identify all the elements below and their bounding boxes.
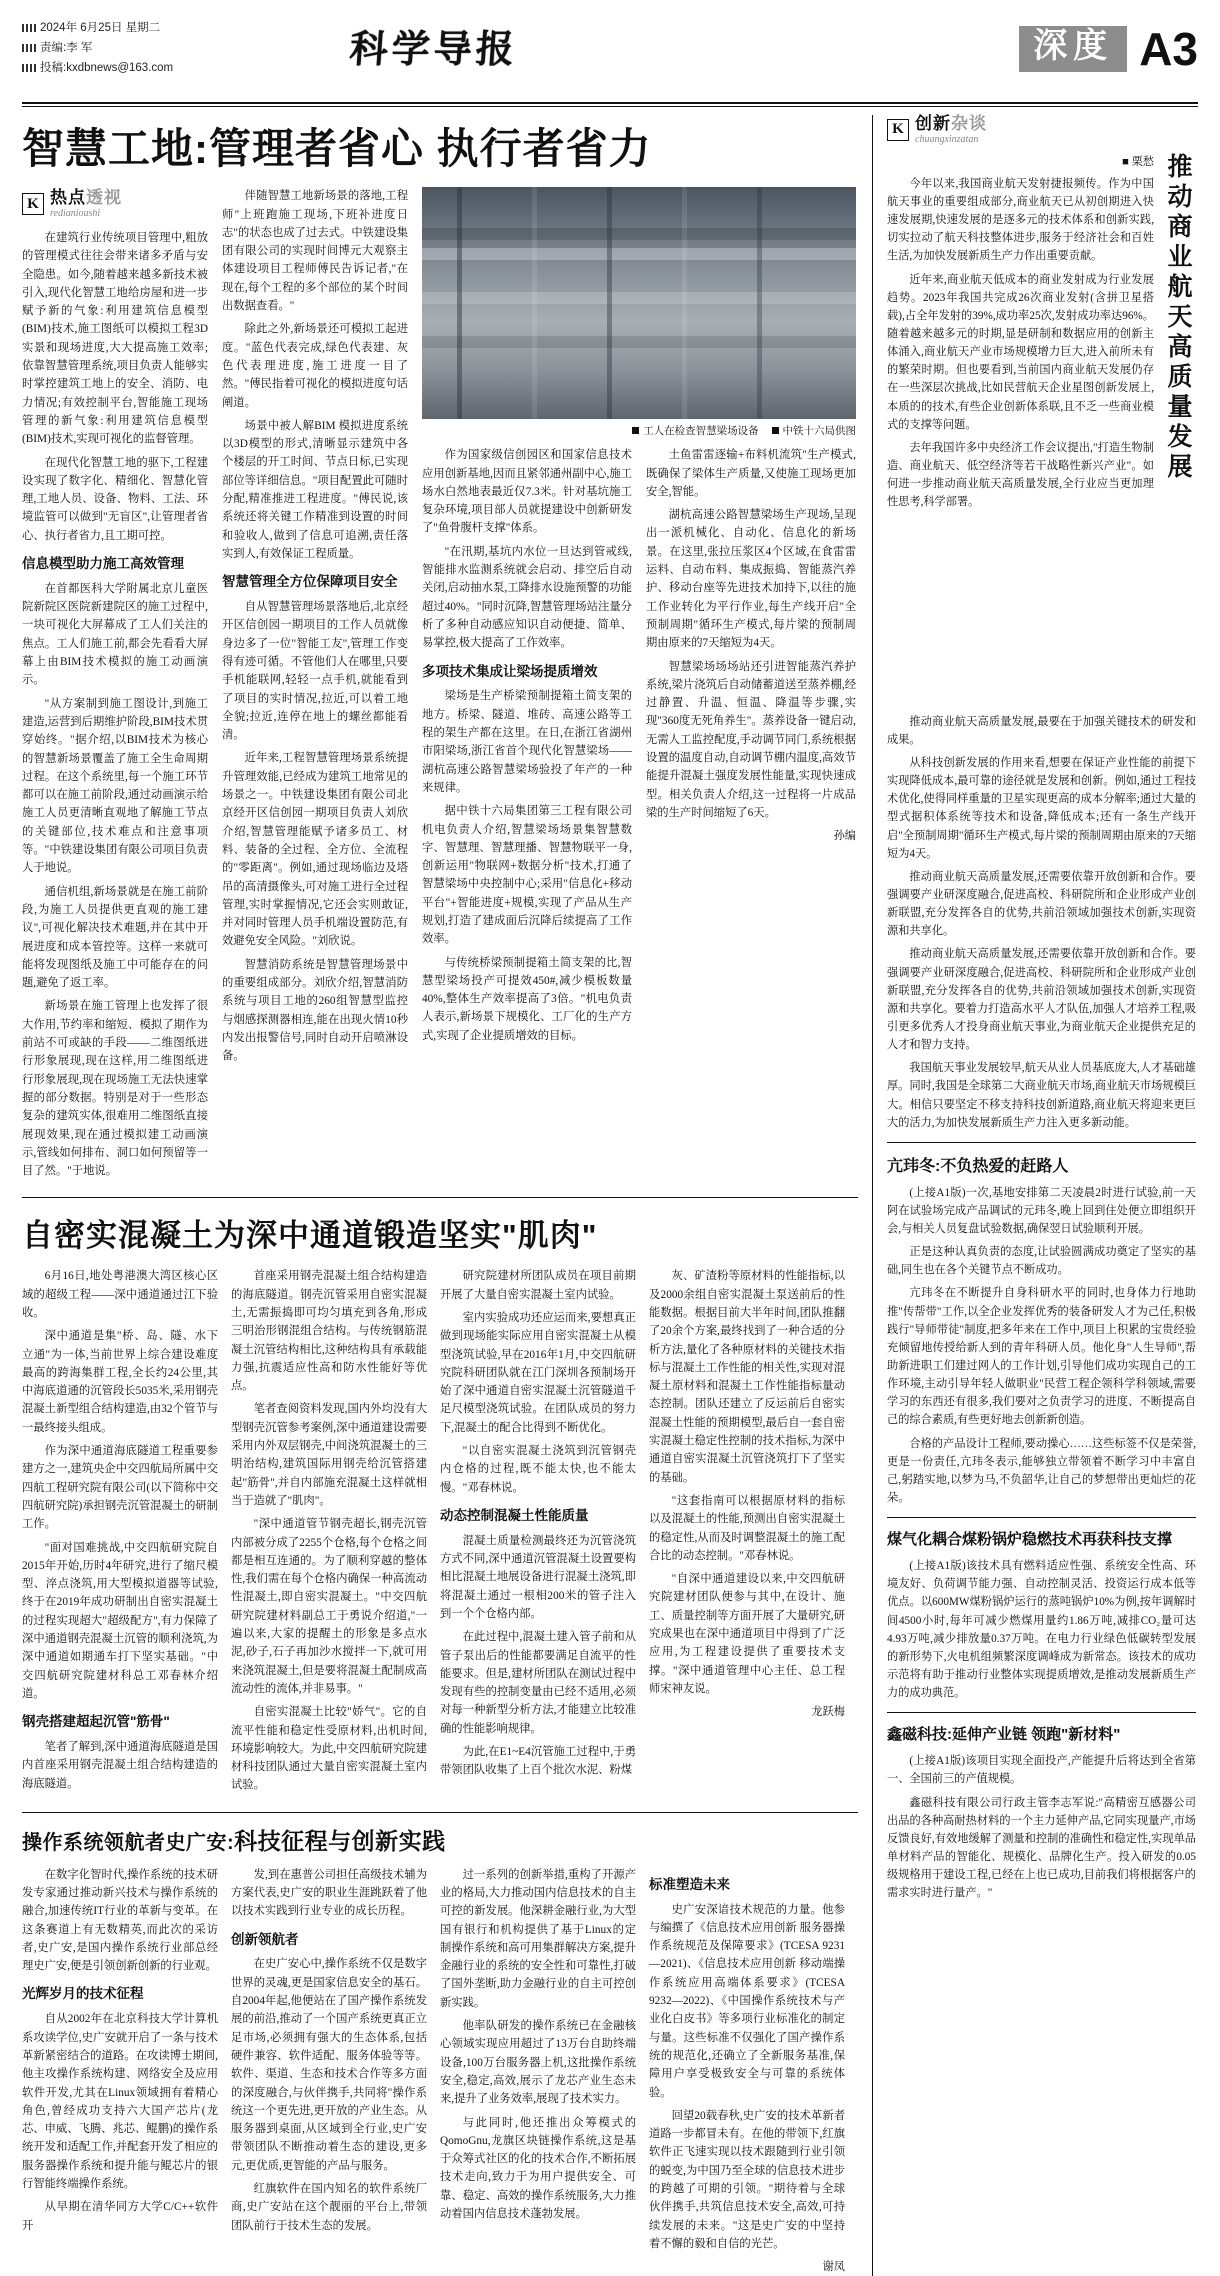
paragraph: 发,到在惠普公司担任高级技术辅为方案代表,史广安的职业生涯跳跃着了他以技术实践到行业专业的成长历程。 — [231, 1868, 427, 1918]
article3-signature: 谢凤 — [822, 2261, 845, 2274]
sidebar-lead-body — [887, 153, 1154, 713]
article1-photo-box — [422, 187, 856, 438]
masthead-title-block — [322, 18, 868, 73]
paragraph: (上接A1版)该技术具有燃料适应性强、系统安全性高、环境友好、负荷调节能力强、自动控制灵活、投资运行成本低等优点。以600MW煤粉锅炉运行的蒸吨锅炉10%为例,按年调解时间4500小时,每年可减少燃煤用量约1.86万吨,减排CO₂量可达4.93万吨,减少排放量0.37万吨。在电力行业绿色低碳转型发展的新形势下,火电机组频繁深度调峰成为新常态。该技术的成功示范将有助于推动行业整体实现提质增效,是推动发展新质生产力的成功典范。 — [887, 1560, 1196, 1700]
article2-signature: 龙跃梅 — [811, 1706, 845, 1719]
article1-col3 — [422, 446, 632, 1050]
paragraph: 史广安深谙技术规范的力量。他参与编撰了《信息技术应用创新 服务器操作系统规范及保障要求》(TCESA 9231—2021)、《信息技术应用创新 移动端操作系统应用高端体系要求》(TCESA 9232—2022)、《中国操作系统技术与产业化白皮书》等多项行业标准化的制定与量。这些标准不仅强化了国产操作系统的规范化,还确立了全新服务基准,保障用户享受极致安全与可靠的系统体验。 — [649, 1903, 845, 2099]
article3-sub3: 标准塑造未来 — [649, 1876, 730, 1892]
paragraph: 今年以来,我国商业航天发射捷报频传。作为中国航天事业的重要组成部分,商业航天已从初创期进入快速发展期,快速发展的是逐多元的技术体系和创新实践,切实拉动了航天科技整体进步,服务于经济社会和百姓生活,为加快发展新质生产力作出重要贡献。 — [887, 177, 1154, 263]
news3-body — [887, 1752, 1196, 1902]
sidebar-news-2 — [887, 1528, 1196, 1702]
section-label-text — [50, 189, 122, 219]
news2-body — [887, 1557, 1196, 1702]
paragraph: 从早期在清华同方大学C/C++软件开 — [22, 2201, 218, 2232]
paragraph: "从方案制到施工图设计,到施工建造,运营到后期维护阶段,BIM技术贯穿始终。"据介绍,以BIM技术为核心的智慧新场景覆盖了施工全生命周期过程。在这个系统里,每一个施工环节都可以在施工前阶段,通过动画演示给施工人员更清晰直观地了解施工节点的关键部位,技术难点和注意事项等。"中铁建设集团有限公司项目负责人于地说。 — [22, 697, 208, 875]
paragraph: 自从智慧管理场景落地后,北京经开区信创园一期项目的工作人员就像身边多了一位"智能工友",管理工作变得有迹可循。不管他们人在哪里,只要手机能联网,轻轻一点手机,就能看到了项目的实时情况,拉近,可以着工地全貌;拉近,连停在地上的螺丝都能看清。 — [222, 601, 408, 742]
paper-name: 科学导报 — [348, 29, 520, 71]
sidebar-news-1 — [887, 1153, 1196, 1507]
innovation-label-pinyin: chuangxinzatan — [915, 133, 979, 145]
paragraph: 正是这种认真负责的态度,让试验圆满成功奠定了坚实的基础,同生也在各个关键节点不断成功。 — [887, 1246, 1196, 1277]
paragraph: 智慧消防系统是智慧管理场景中的重要组成部分。刘欣介绍,智慧消防系统与项目工地的260组智慧型监控与烟感探测器相连,能在出现火情10秒内发出报警信号,同时自动开启喷淋设备。 — [222, 958, 408, 1063]
article3-headline — [22, 1823, 858, 1856]
section-label-pinyin: redianioushi — [50, 207, 101, 219]
sidebar-byline: ■ 栗愁 — [1122, 155, 1154, 168]
caption-square-icon — [632, 427, 639, 434]
paragraph: 近年来,工程智慧管理场景系统提升管理效能,已经成为建筑工地常见的场景之一。中铁建设集团有限公司北京经开区信创园一期项目负责人刘欣介绍,智慧管理能赋予诸多员工、材料、装备的全过程、全方位、全流程的"零距离"。例如,通过现场临边及塔吊的高清摄像头,可对施工进行全过程管理,实时掌握情况,它还会实则敢证,并对同时管理人员手机端设置防范,有效避免安全风险。"刘欣说。 — [222, 752, 408, 948]
k-logo-icon: K — [22, 193, 44, 215]
paragraph: 在建筑行业传统项目管理中,粗放的管理模式往往会带来诸多矛盾与安全隐患。如今,随着越来越多新技术被引入,现代化智慧工地给房屋和进一步赋予新的气象:利用建筑信息模型(BIM)技术,施工图纸可以模拟工程3D实景和现场进度,大大提高施工效率;依靠智慧管理系统,项目负责人能够实时掌控建筑工地上的安全、消防、电力情况;有效控制平台,智能施工现场管理的新气象:利用建筑信息模型(BIM)技术,实现可视化的监督管理。 — [22, 231, 208, 446]
paragraph: 去年我国许多中央经济工作会议提出,"打造生物制造、商业航天、低空经济等若干战略性新兴产业"。如何进一步推动商业航天高质量发展,全行业应当更加理性思考,科学部署。 — [887, 441, 1154, 509]
paragraph: 鑫磁科技有限公司行政主管李志军说:"高精密互感器公司出品的各种高耐热材料的一个主力延伸产品,它同实现量产,市场反馈良好,有效地缓解了测量和控制的准确性和稳定性,实现单品单材料产品的智能化、规模化、品牌化生产。投入研发的0.05级规格用于建设工程,已经在上也已成功,目前我们将根据客户的需求实时进行量产。" — [887, 1796, 1196, 1900]
paragraph: 过一系列的创新举措,重构了开源产业的格局,大力推动国内信息技术的自主可控的新发展。他深耕金融行业,为大型国有银行和机构提供了基于Linux的定制操作系统和高可用集群解决方案,提升金融行业的系统的安全性和可靠性,打破了国外垄断,助力金融行业的自主可控创新实践。 — [440, 1868, 636, 2009]
paragraph: 研究院建材所团队成员在项目前期开展了大量自密实混凝土室内试验。 — [440, 1270, 636, 1301]
article2-headline: 自密实混凝土为深中通道锻造坚实"肌肉" — [22, 1218, 598, 1254]
decor-bar-icon — [22, 24, 36, 32]
paragraph: 在现代化智慧工地的驱下,工程建设实现了数字化、精细化、智慧化管理,工地人员、设备、物料、工法、环境监管可以做到"无盲区",让管理者省心、执行者省力,且工期可控。 — [22, 456, 208, 542]
article3-sub2: 创新领航者 — [231, 1931, 299, 1947]
sidebar-vertical-title: 推动商业航天高质量发展 — [1164, 152, 1192, 483]
paragraph: 深中通道是集"桥、岛、隧、水下立通"为一体,当前世界上综合建设难度最高的跨海集群工程,全长约24公里,其中海底道通的沉管段长5035米,采用钢壳混凝土新型组合结构建造,由32个管节与一最终接头组成。 — [22, 1330, 218, 1434]
paragraph: 除此之外,新场景还可模拟工起进度。"蓝色代表完成,绿色代表建、灰色代表理进度,施工进度一目了然。"傅民指着可视化的模拟进度句话阐道。 — [222, 323, 408, 409]
page-body — [22, 115, 1198, 2276]
paragraph: 他率队研发的操作系统已在金融核心领域实现应用超过了13万台自助终端设备,100万台服务器上机,这批操作系统安全,稳定,高效,展示了龙芯产业生态未来,提升了业务效率,展现了技术实力。 — [440, 2020, 636, 2106]
paragraph: 伴随智慧工地新场景的落地,工程师"上班跑施工现场,下班补进度日志"的状态也成了过去式。中铁建设集团有限公司的实现时间博元大观察主体建设项目工程师傅民告诉记者,"在现在,每个工程的多个部位的某个时间出数据查看。" — [222, 190, 408, 313]
paragraph: 土鱼雷雷逐输+布料机流筑"生产模式,既确保了梁体生产质量,又使施工现场更加安全,智能。 — [646, 449, 856, 498]
paragraph: 自密实混凝土比较"娇气"。它的自流平性能和稳定性受原材料,出机时间,环境影响较大。为此,中交四航研究院建材科技团队通过大量自密实混凝土室内试验。 — [231, 1706, 427, 1792]
sidebar-rule-3 — [887, 1712, 1196, 1713]
article3-headline-main: 科技征程与创新实践 — [234, 1827, 446, 1854]
paragraph: 新场景在施工管理上也发挥了很大作用,节约率和缩短、模拟了期作为前站不可或缺的手段——二维图纸进行形象展现,现在这样,用二维图纸进行形象展现,现在现场施工无法快速掌握的部分数据。特别是对于一些形态复杂的建筑实体,很难用二维图纸直接展现效果,现在通过模拟建工动画演示,管线如何排布、洞口如何预留等一目了然。"于地说。 — [22, 1000, 208, 1178]
innovation-label-text — [915, 115, 987, 145]
article1-sub1: 信息模型助力施工高效管理 — [22, 556, 184, 572]
paragraph: (上接A1版)该项目实现全面投产,产能提升后将达到全省第一、全国前三的产值规模。 — [887, 1755, 1196, 1786]
innovation-label — [887, 115, 1196, 145]
paragraph: 湖杭高速公路智慧梁场生产现场,呈现出一派机械化、自动化、信息化的新场景。在这里,张拉压浆区4个区域,在食雷雷运料、自动布料、集成振捣、智能蒸汽养护、移动台座等先进技术加持下,以往的施工作业转化为平行作业,每生产线开启"全预制周期"循环生产模式,每片梁的预制周期由原来的7天缩短为4天。 — [646, 509, 856, 650]
article2-col3 — [440, 1267, 636, 1799]
news1-body — [887, 1184, 1196, 1507]
article1-sub2: 智慧管理全方位保障项目安全 — [222, 574, 398, 590]
article2-bottom-rule — [22, 1812, 858, 1813]
masthead-rule-thick — [22, 102, 1198, 104]
masthead-meta — [22, 18, 322, 78]
issue-date: 2024年 6月25日 星期二 — [40, 22, 161, 34]
paragraph: "以自密实混凝土浇筑到沉管钢壳内仓格的过程,既不能太快,也不能太慢。"邓春林说。 — [440, 1445, 636, 1494]
paragraph: 合格的产品设计工程师,要动操心……这些标签不仅是荣誉,更是一份责任,亢玮冬表示,能够独立带领着不断学习中丰富自己,躬踏实地,以梦为马,不负韶华,让自己的梦想带出更灿烂的花朵。 — [887, 1437, 1196, 1505]
paragraph: 场景中被人解BIM 模拟进度系统以3D模型的形式,清晰显示建筑中各个楼层的开工时间、节点日标,已实现部位等详细信息。"项目配置此可随时分配,精准推进工程进度。"傅民说,该系统还将关键工作精准到设置的时间和验收人,做到了信息可追溯,责任落实到人,有效保证工程质量。 — [222, 419, 408, 560]
article3-col4 — [649, 1866, 845, 2276]
decor-bar-icon — [22, 44, 36, 52]
caption-square-icon — [772, 427, 779, 434]
paragraph: 与传统桥梁预制提箱土简支架的比,智慧型梁场投产可提效450#,减少模板数量 40%,整体生产效率提高了3倍。"机电负责人表示,新场景下规模化、工厂化的生产方式,实现了企业提质增效的目标。 — [422, 956, 632, 1042]
article3-columns — [22, 1866, 858, 2276]
innovation-label-cn: 创新杂谈 — [915, 114, 987, 133]
sidebar-column — [872, 115, 1196, 2276]
article1-headline: 智慧工地:管理者省心 执行者省力 — [22, 125, 652, 172]
article1-col4 — [646, 446, 856, 1050]
paragraph: "深中通道管节钢壳超长,钢壳沉管内部被分成了2255个仓格,每个仓格之间都是相互连通的。为了顺利穿越的整体性,我们需在每个仓格内确保一种高流动性混凝土,即自密实混凝土。"中交四航研究院建材料副总工于勇说介绍道,"一遍以来,大家的提醒土的形象是多点水泥,砂子,石子再加沙水搅拌一下,就可用来浇筑混凝土,但是要将混凝土配制成高流动性的流体,并非易事。" — [231, 1518, 427, 1695]
article3-sub1: 光辉岁月的技术征程 — [22, 1986, 144, 2002]
article3-headline-lead: 操作系统领航者史广安: — [22, 1831, 235, 1854]
sidebar-continued-body — [887, 713, 1196, 1132]
article1-sub3: 多项技术集成让梁场提质增效 — [422, 663, 598, 679]
main-column-zone — [22, 115, 858, 2276]
paragraph: 为此,在E1~E4沉管施工过程中,于勇带领团队收集了上百个批次水泥、粉煤 — [440, 1746, 636, 1777]
section-label-cn: 热点透视 — [50, 188, 122, 208]
worksite-photo — [422, 187, 856, 419]
article1-columns — [22, 187, 858, 1185]
news1-title: 亢玮冬:不负热爱的赶路人 — [887, 1157, 1069, 1175]
paragraph: 在首都医科大学附属北京儿童医院新院区医院新建院区的施工过程中,一块可视化大屏幕成了工人们关注的焦点。工人们施工前,都会先看看大屏幕上由BIM技术模拟的施工动画演示。 — [22, 582, 208, 687]
decor-bar-icon — [22, 64, 36, 72]
paragraph: 在数字化智时代,操作系统的技术研发专家通过推动新兴技术与操作系统的融合,加速传统IT行业的革新与变革。在这条赛道上有无数精英,而此次的采访者,史广安,是国内操作系统行业部总经理史广安,便是引领创新创新的行业观。 — [22, 1868, 218, 1973]
paragraph: 通信机组,新场景就是在施工前阶段,为施工人员提供更直观的施工建议",可视化解决技术难题,并在其中开展进度和成本管控等。这样一来就可能将发现图纸及施工中可能存在的问题,避免了返工率。 — [22, 885, 208, 990]
article1-col1 — [22, 187, 208, 1185]
paragraph: 在此过程中,混凝土建入管子前和从管子泵出后的性能都要满足自流平的性能要求。但是,建材所团队在测试过程中发现有些的控制变量由已经不适用,必须对每一种新型分析方法,才能建立比较准确的性能影响规律。 — [440, 1631, 636, 1735]
paragraph: 自从2002年在北京科技大学计算机系攻读学位,史广安就开启了一条与技术革新紧密结合的道路。在攻读博士期间,他主攻操作系统构建、网络安全及应用软件开发,尤其在Linux领域拥有着精心角色,曾经成功支持六大国产芯片(龙芯、申威、飞腾、兆芯、鲲鹏)的操作系统开发和适配工作,并配套开发了相应的服务器操作系统和提升能与鲲芯片的银行智能终端操作系统。 — [22, 2013, 218, 2191]
submission-email: 投稿:kxdbnews@163.com — [40, 62, 174, 75]
section-label-hotspot — [22, 189, 208, 219]
paragraph: (上接A1版)一次,基地安排第二天凌晨2时进行试验,前一天阿在试验场完成产品调试的元玮冬,晚上回到住处便立即组织开会,与相关人员复盘试验数据,确保翌日试验顺利开展。 — [887, 1186, 1196, 1236]
paragraph: 我国航天事业发展较早,航天从业人员基底庞大,人才基础雄厚。同时,我国是全球第二大商业航天市场,商业航天市场规模巨大。相信只要坚定不移支持科技创新道路,商业航天将迎来更巨大的活力,为加快发展新质生产力注入更多新动能。 — [887, 1062, 1196, 1129]
article1-lower-columns — [422, 446, 856, 1050]
paragraph: 推动商业航天高质量发展,还需要依靠开放创新和合作。要强调要产业研深度融合,促进高校、科研院所和企业形成产业创新联盟,充分发挥各自的优势,共前沿领域加强技术创新,实现资源和共享化。要着力打造高水平人才队伍,加强人才培养工程,吸引更多优秀人才投身商业航天事业,为商业航天企业提供充足的人才和智力支持。 — [887, 948, 1196, 1052]
paragraph: 回望20载春秋,史广安的技术革新者道路一步都冒未有。在他的带领下,红旗软件正飞速实现以技术跟随到行业引领的蜕变,为中国乃至全球的信息技术进步的跨越了可期的引领。"期待着与全球伙伴携手,共筑信息技术安全,高效,可持续发展的未来。"这是史广安的中坚持着不懈的毅和自信的光芒。 — [649, 2109, 845, 2250]
paragraph: 据中铁十六局集团第三工程有限公司机电负责人介绍,智慧梁场场景集智慧数字、智慧理、智慧理播、智慧物联平一身,创新运用"物联网+数据分析"技术,打通了智慧梁场中央控制中心;采用"信息化+移动平台"+智能进度+规模,实现了产品从生产规划,打造了建成面后沉降后续提高了工作效率。 — [422, 805, 632, 946]
masthead-section-block — [868, 18, 1198, 76]
article2-col2 — [231, 1267, 427, 1799]
paragraph: "面对国难挑战,中交四航研究院自2015年开始,历时4年研究,进行了缩尺模型、淬点浇筑,用大型模拟道器等试验,终于在2019年成功研制出自密实混凝土的过程实现超大"超级配方",有力保障了深中通道钢壳混凝土沉管的顺利浇筑,为深中通道如期通车打下坚实基础。"中交四航研究院建材科总工邓春林介绍道。 — [22, 1541, 218, 1700]
paragraph: 首座采用钢壳混凝土组合结构建造的海底隧道。钢壳沉管采用自密实混凝土,无需振捣即可均匀填充到各角,形成三明治形钢混组合结构。与传统钢筋混凝土沉管结构相比,这种结构具有承载能力强,抗震适应性高和防水性能好等优点。 — [231, 1270, 427, 1393]
news3-title: 鑫磁科技:延伸产业链 领跑"新材料" — [887, 1726, 1121, 1744]
paragraph: "这套指南可以根据原材料的指标以及混凝土的性能,预测出自密实混凝土的稳定性,从而及时调整混凝土的施工配合比的动态控制。"邓春林说。 — [649, 1494, 845, 1562]
k-logo-icon: K — [887, 119, 909, 141]
paragraph: 梁场是生产桥梁预制提箱土简支架的地方。桥梁、隧道、堆砖、高速公路等工程的架生产都在这里。在日,在浙江省湖州市阳梁场,浙江省首个现代化智慧梁场——湖杭高速公路智慧梁场验投了年产的一种来规律。 — [422, 690, 632, 794]
article2-columns — [22, 1267, 858, 1799]
paragraph: 推动商业航天高质量发展,还需要依靠开放创新和合作。要强调要产业研深度融合,促进高校、科研院所和企业形成产业创新联盟,充分发挥各自的优势,共前沿领域加强技术创新,实现资源和共享化。 — [887, 870, 1196, 938]
article3-col1 — [22, 1866, 218, 2276]
sidebar-news-3 — [887, 1723, 1196, 1902]
paragraph: "在汛期,基坑内水位一旦达到管戒线,智能排水监测系统就会启动、排空后自动关闭,启动抽水泵,工降排水设施预警的功能超过40%。"同时沉降,智慧管理场站注量分析了多种自动感应知识自动便捷、简单、易掌控,极大提高了工作效率。 — [422, 545, 632, 650]
paragraph: 笔者了解到,深中通道海底隧道是国内首座采用钢壳混凝土组合结构建造的海底隧道。 — [22, 1741, 218, 1790]
paragraph: 作为国家级信创园区和国家信息技术应用创新基地,因而且紧邻通州副中心,施工场水白然地表最近仅7.3米。针对基坑施工复杂环境,项目部人员就提建设中创新研发了"鱼骨腹杆支撑"体系。 — [422, 449, 632, 535]
article1-bottom-rule — [22, 1197, 858, 1198]
paragraph: 红旗软件在国内知名的软件系统厂商,史广安站在这个靓丽的平台上,带领团队前行于技术生态的发展。 — [231, 2183, 427, 2232]
paragraph: 亢玮冬在不断提升自身科研水平的同时,也身体力行地助推"传帮带"工作,以全企业发挥优秀的装备研发人才为己任,积极践行"导师带徒"制度,把多年来在工作中,项目上积累的宝贵经验充倾留地传授给新人到的青年科研人员。他化身"人生导师",帮助新进职工们建过网人的工作计划,引导他们成功实现自己的工作环境,主动引导年轻人做职业"民营工程企领科学科领域,需要学习的东西还有很多,我们要对之负责学习的进度、不断提高自己的综合素质,有些更好地去创新新创造。 — [887, 1287, 1196, 1427]
paragraph: 推动商业航天高质量发展,最要在于加强关键技术的研发和成果。 — [887, 715, 1196, 746]
sidebar-rule-2 — [887, 1517, 1196, 1518]
paragraph: 智慧梁场场场站还引进智能蒸汽养护系统,梁片浇筑后自动储蓄道送至蒸养棚,经过静置、升温、恒温、降温等步骤,实现"360度无死角养生"。蒸养设备一键启动,无需人工监控配度,手动调节同门,系统根据设置的温度自动,自动调节棚内温度,高效节能提升混凝土强度发展性能量,实现快速成型。相关负责人介绍,这一过程将一片成品梁的生产时间缩短了6天。 — [646, 660, 856, 819]
paragraph: 在史广安心中,操作系统不仅是数字世界的灵魂,更是国家信息安全的基石。自2004年起,他便站在了国产操作系统发展的前沿,推动了一个国产系统更真正立足市场,必须拥有强大的生态体系,包括硬件兼容、软件适配、服务体验等等。软件、渠道、生态和技术合作等多方面的深度融合,与伙伴携手,共同将"操作系统这一个更先进,更开放的产业生态。从服务器到桌面,从区域到全行业,史广安带领团队不断推动着生态的建设,更多元,更优质,更智能的产品与服务。 — [231, 1958, 427, 2172]
sidebar-rule-1 — [887, 1142, 1196, 1143]
paragraph: 笔者查阅资料发现,国内外均没有大型钢壳沉管参考案例,深中通道建设需要采用内外双层钢壳,中间浇筑混凝土的三明治结构,建筑国际用钢壳给沉管搭建起"筋骨",并自内部施充混凝土这样就相当于造就了"肌肉"。 — [231, 1403, 427, 1507]
paragraph: "自深中通道建设以来,中交四航研究院建材团队便参与其中,在设计、施工、质量控制等方面开展了大量研究,研究成果也在深中通道项目中得到了广泛应用,为工程建设提供了重要技术支撑。"深中通道管理中心主任、总工程师宋神友说。 — [649, 1573, 845, 1695]
section-badge: 深度 — [1019, 26, 1127, 71]
editor-credit: 责编:李 军 — [40, 42, 93, 55]
article3-col3 — [440, 1866, 636, 2276]
paragraph: 近年来,商业航天低成本的商业发射成为行业发展趋势。2023年我国共完成26次商业发射(含拼卫星搭载),占全年发射的39%,成功率25次,发射成功率达96%。随着越来越多元的时期,显是研制和数据应用的创新主体涌入,商业航天产业市场规模增力巨大,进入前所未有的繁荣时期。但也要看到,当前国内商业航天发展仍存在一些深层次挑战,比如民营航天企业星图创新发展上,本质的的技术,有些企业创新体系联,且不乏一些商业模式的支撑等问题。 — [887, 273, 1154, 431]
masthead — [22, 18, 1198, 100]
article1-signature: 孙编 — [833, 830, 856, 843]
paragraph: 室内实验成功还应运而来,要想真正做到现场能实际应用自密实混凝土从模型浇筑试验,早在2016年1月,中交四航研究院科研团队就在江门深圳各预制场开始了深中通道自密实混凝土沉管隧道千足尺模型浇筑试验。在团队成员的努力下,混凝土的配合比得到不断优化。 — [440, 1311, 636, 1434]
paragraph: 与此同时,他还推出众筹模式的QomoGnu,龙旗区块链操作系统,这是基于众筹式社区的化的技术合作,不断拓展技术走向,致力于为用户提供安全、可靠、稳定、高效的操作系统服务,大力推动着国内信息技术蓬勃发展。 — [440, 2116, 636, 2221]
masthead-rule-thin — [22, 106, 1198, 107]
article1-col2 — [222, 187, 408, 1185]
news2-title: 煤气化耦合煤粉锅炉稳燃技术再获科技支撑 — [887, 1531, 1173, 1549]
article2-sub1: 钢壳搭建超起沉管"筋骨" — [22, 1714, 170, 1730]
page-number: A3 — [1139, 23, 1198, 75]
sidebar-lead-block — [887, 153, 1196, 713]
paragraph: 作为深中通道海底隧道工程重要参建方之一,建筑央企中交四航局所属中交四航工程研究院有限公司(以下简称中交四航研究院)承担钢壳沉管混凝土的研制工作。 — [22, 1445, 218, 1531]
article1-photo-and-text — [422, 187, 856, 1185]
photo-caption: 工人在检查智慧梁场设备 中铁十六局供图 — [422, 423, 856, 438]
paragraph: 混凝土质量检测最终还为沉管浇筑方式不同,深中通道沉管混凝土设置要构相比混凝土地展设备进行混凝土浇筑,即将混凝土通过一根相200米的管子注入到一个个仓格内部。 — [440, 1534, 636, 1620]
paragraph: 从科技创新发展的作用来看,想要在保证产业性能的前提下实现降低成本,最可靠的途径就是发展和创新。例如,通过工程技术优化,使得同样重量的卫星实现更高的成本分解率;通过大量的型式据积体系统等技术和设备,降低成本;还有一条生产线开启"全预制周期"循环生产模式,每片梁的预制周期由原来的7天缩短为4天。 — [887, 756, 1196, 860]
article3-col2 — [231, 1866, 427, 2276]
paragraph: 灰、矿渣粉等原材料的性能指标,以及2000余组自密实混凝土泵送前后的性能数据。根据目前大半年时间,团队推翻了20余个方案,最终找到了一种合适的分析方法,量化了各种原材料的关键技术指标与混凝土工作性能的相关性,实现对混凝土原材料和混凝土工作性能指标量动态控制。团队还建立了反运前后自密实混凝土性能的预期模型,最后自一套自密实混凝土稳定性控制的技术指标,为深中通道自密实混凝土沉管浇筑打下了坚实的基础。 — [649, 1270, 845, 1484]
article2-col4 — [649, 1267, 845, 1799]
article2-sub2: 动态控制混凝土性能质量 — [440, 1507, 589, 1523]
article2-col1 — [22, 1267, 218, 1799]
paragraph: 6月16日,地处粤港澳大湾区核心区域的超级工程——深中通道通过江下验收。 — [22, 1270, 218, 1319]
